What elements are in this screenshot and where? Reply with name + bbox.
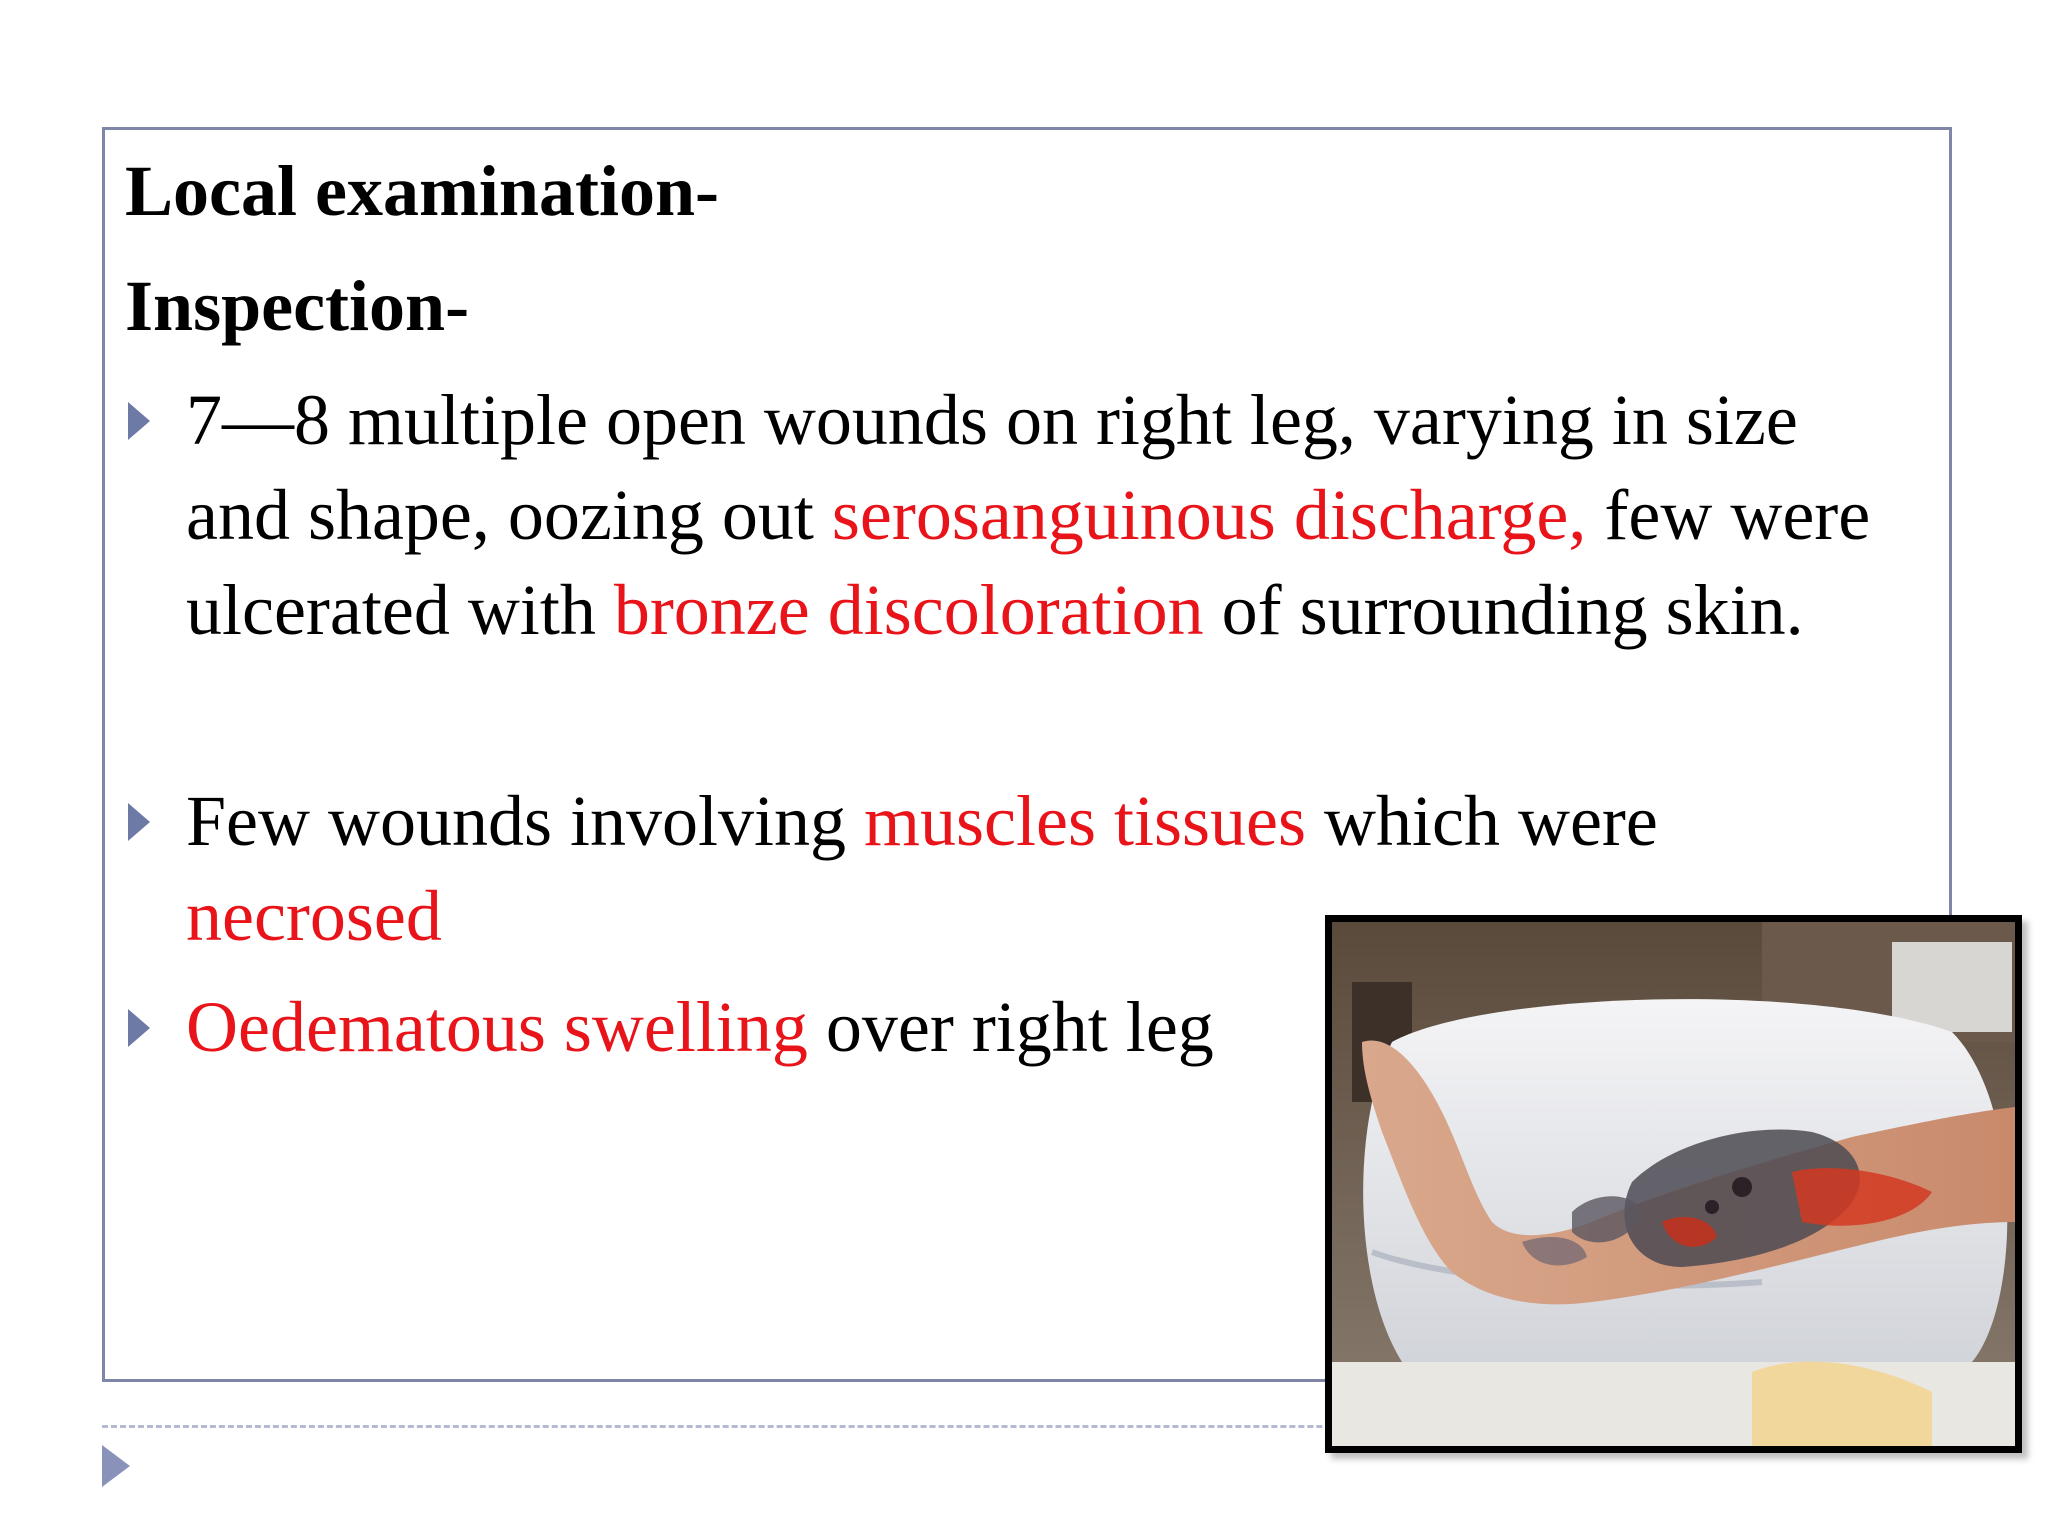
triangle-bullet-icon [128, 402, 150, 440]
bullet-text-segment: 7—8 multiple open wounds on right leg, varying in size and shape, oozing out [186, 380, 1798, 555]
heading-local-examination: Local examination- [125, 151, 719, 231]
bullet-text-segment: over right leg [807, 987, 1214, 1067]
heading-inspection: Inspection- [125, 266, 470, 346]
bullet-open-wounds [186, 373, 1906, 658]
highlight-oedematous-swelling: Oedematous swelling [186, 987, 808, 1067]
leg-wound-photo [1325, 915, 2022, 1453]
highlight-bronze-discoloration: bronze discoloration [613, 570, 1204, 650]
triangle-arrow-icon [102, 1445, 130, 1487]
leg-photo-illustration [1332, 922, 2015, 1446]
bullet-text-segment: Few wounds involving [186, 781, 865, 861]
bullet-text-segment: of surrounding skin. [1203, 570, 1804, 650]
bullet-text-segment: few were ulcerated with [186, 475, 1871, 650]
bullet-text-segment: which were [1306, 781, 1658, 861]
highlight-serosanguinous-discharge: serosanguinous discharge, [831, 475, 1587, 555]
triangle-bullet-icon [128, 803, 150, 841]
highlight-muscles-tissues: muscles tissues [864, 781, 1307, 861]
highlight-necrosed: necrosed [186, 876, 442, 956]
triangle-bullet-icon [128, 1009, 150, 1047]
